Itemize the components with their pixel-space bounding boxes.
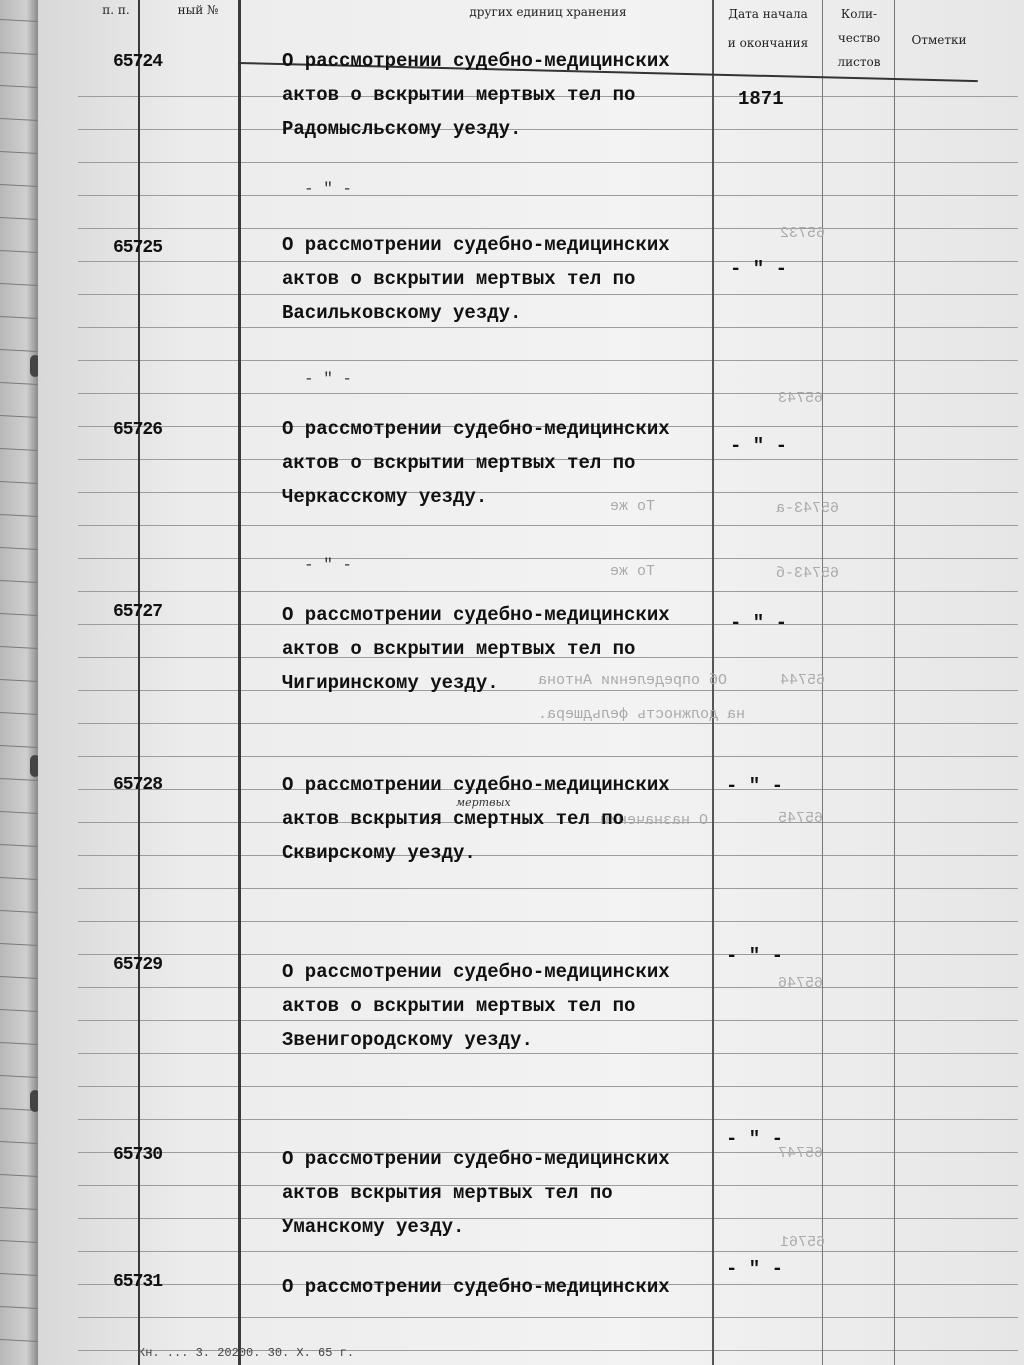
left-page-line — [0, 580, 38, 583]
left-page-line — [0, 184, 38, 187]
header-dates-line: Дата начала — [728, 7, 808, 21]
entry-title-line: О рассмотрении судебно-медицинских — [282, 418, 670, 440]
entry-title — [282, 44, 670, 146]
bleed-through-text: Об определении Антона — [538, 672, 728, 689]
entry-date: 1871 — [738, 88, 784, 110]
left-page-line — [0, 943, 38, 946]
left-page-line — [0, 52, 38, 55]
header-number: п. п. — [102, 3, 130, 17]
bleed-through-number: 65743-б — [776, 565, 840, 582]
bleed-through-number: 65744 — [780, 672, 826, 689]
entry-title-line: актов вскрытия мертвых тел по — [282, 1182, 613, 1204]
bleed-through-number: 65743-а — [776, 500, 840, 517]
entry-date: - " - — [726, 1128, 784, 1150]
bleed-through-number: 65745 — [778, 810, 824, 827]
entry-title — [282, 768, 670, 870]
left-page-line — [0, 316, 38, 319]
entry-number: 65725 — [113, 238, 163, 258]
entry-title-line: О рассмотрении судебно-медицинских — [282, 234, 670, 256]
header-count — [824, 2, 894, 74]
bleed-through-text: на должность фельдшера. — [538, 706, 746, 723]
entry-title-line: Сквирскому уезду. — [282, 842, 476, 864]
left-page-line — [0, 910, 38, 913]
entry-title-line: О рассмотрении судебно-медицинских — [282, 604, 670, 626]
left-page-line — [0, 1174, 38, 1177]
left-page-line — [0, 415, 38, 418]
left-page-line — [0, 19, 38, 22]
ditto-mark: - " - — [304, 370, 353, 388]
ruled-line — [78, 1317, 1018, 1318]
left-page-line — [0, 448, 38, 451]
entry-title — [282, 1142, 670, 1244]
left-page-line — [0, 217, 38, 220]
ruled-line — [78, 360, 1018, 361]
entry-title — [282, 412, 670, 514]
left-page-line — [0, 976, 38, 979]
ruled-line — [78, 921, 1018, 922]
entry-title-line: Черкасскому уезду. — [282, 486, 488, 508]
print-footer: Кн. ... 3. 20200. 30. X. 65 г. — [138, 1346, 355, 1360]
entry-number: 65728 — [113, 775, 163, 795]
entry-title-line: Чигиринскому уезду. — [282, 672, 499, 694]
left-page-line — [0, 1240, 38, 1243]
entry-number: 65724 — [113, 52, 163, 72]
left-page-line — [0, 844, 38, 847]
header-notes: Отметки — [911, 33, 967, 47]
ruled-line — [78, 1251, 1018, 1252]
column-divider — [894, 0, 895, 1365]
left-page-line — [0, 811, 38, 814]
entry-title — [282, 598, 670, 700]
left-page-line — [0, 613, 38, 616]
entry-date: - " - — [730, 258, 788, 280]
bleed-through-text: То же — [610, 498, 656, 515]
ditto-mark: - " - — [304, 556, 353, 574]
left-page-line — [0, 118, 38, 121]
entry-title-line: актов о вскрытии мертвых тел по — [282, 995, 636, 1017]
register-page — [38, 0, 1024, 1365]
ruled-line — [78, 888, 1018, 889]
left-page-line — [0, 745, 38, 748]
left-page-line — [0, 1273, 38, 1276]
left-page-line — [0, 85, 38, 88]
left-page-edge — [0, 0, 38, 1365]
left-page-line — [0, 382, 38, 385]
left-page-line — [0, 514, 38, 517]
entry-date: - " - — [726, 945, 784, 967]
bleed-through-number: 65732 — [780, 225, 826, 242]
bleed-through-number: 65747 — [778, 1145, 824, 1162]
left-page-line — [0, 349, 38, 352]
left-page-line — [0, 1306, 38, 1309]
left-page-line — [0, 646, 38, 649]
header-inventory: ный № — [177, 3, 219, 17]
ruled-line — [78, 195, 1018, 196]
entry-title-line: Васильковскому уезду. — [282, 302, 522, 324]
entry-title-line: Звенигородскому уезду. — [282, 1029, 533, 1051]
entry-date: - " - — [726, 775, 784, 797]
header-title: других единиц хранения — [469, 5, 627, 19]
header-dates — [714, 4, 822, 54]
entry-title-line: актов о вскрытии мертвых тел по — [282, 638, 636, 660]
left-page-line — [0, 151, 38, 154]
ruled-line — [78, 558, 1018, 559]
entry-title-line: Уманскому уезду. — [282, 1216, 465, 1238]
entry-number: 65729 — [113, 955, 163, 975]
entry-date: - " - — [730, 612, 788, 634]
entry-title-line: актов о вскрытии мертвых тел по — [282, 452, 636, 474]
bleed-through-number: 65761 — [780, 1234, 826, 1251]
left-page-line — [0, 877, 38, 880]
entry-title-line: актов о вскрытии мертвых тел по — [282, 84, 636, 106]
left-page-line — [0, 1339, 38, 1342]
entry-title — [282, 955, 670, 1057]
left-page-line — [0, 1042, 38, 1045]
header-count-line: чество — [837, 31, 881, 45]
bleed-through-text: То же — [610, 563, 656, 580]
ruled-line — [78, 393, 1018, 394]
left-page-line — [0, 1207, 38, 1210]
ruled-line — [78, 1086, 1018, 1087]
left-page-line — [0, 283, 38, 286]
column-divider — [238, 0, 241, 1365]
entry-title — [282, 228, 670, 330]
entry-number: 65730 — [113, 1145, 163, 1165]
entry-date: - " - — [726, 1258, 784, 1280]
left-page-line — [0, 712, 38, 715]
left-page-line — [0, 1141, 38, 1144]
header-count-line: листов — [837, 55, 881, 69]
ditto-mark: - " - — [304, 180, 353, 198]
entry-title-line: актов о вскрытии мертвых тел по — [282, 268, 636, 290]
left-page-line — [0, 1009, 38, 1012]
ruled-line — [78, 525, 1018, 526]
ruled-line — [78, 162, 1018, 163]
header-count-line: Коли- — [840, 7, 878, 21]
ruled-line — [78, 591, 1018, 592]
entry-number: 65726 — [113, 420, 163, 440]
entry-title-line: О рассмотрении судебно-медицинских — [282, 50, 670, 72]
entry-number: 65731 — [113, 1272, 163, 1292]
bleed-through-number: 65743 — [778, 390, 824, 407]
left-page-line — [0, 250, 38, 253]
bleed-through-number: 65746 — [778, 975, 824, 992]
left-page-line — [0, 481, 38, 484]
entry-title-line: О рассмотрении судебно-медицинских — [282, 1148, 670, 1170]
entry-date: - " - — [730, 435, 788, 457]
ruled-line — [78, 756, 1018, 757]
handwritten-correction: мертвых — [456, 796, 511, 809]
left-page-line — [0, 1075, 38, 1078]
entry-title-line: О рассмотрении судебно-медицинских — [282, 774, 670, 796]
left-page-line — [0, 679, 38, 682]
left-page-line — [0, 778, 38, 781]
ruled-line — [78, 723, 1018, 724]
left-page-line — [0, 547, 38, 550]
ruled-line — [78, 1119, 1018, 1120]
entry-title — [282, 1270, 670, 1304]
entry-title-line: О рассмотрении судебно-медицинских — [282, 1276, 670, 1298]
entry-title-line: Радомысльскому уезду. — [282, 118, 522, 140]
bleed-through-text: О назначении — [600, 812, 709, 829]
header-dates-line: и окончания — [727, 36, 809, 50]
entry-number: 65727 — [113, 602, 163, 622]
entry-title-line: актов вскрытия смертных тел по — [282, 808, 625, 830]
entry-title-line: О рассмотрении судебно-медицинских — [282, 961, 670, 983]
